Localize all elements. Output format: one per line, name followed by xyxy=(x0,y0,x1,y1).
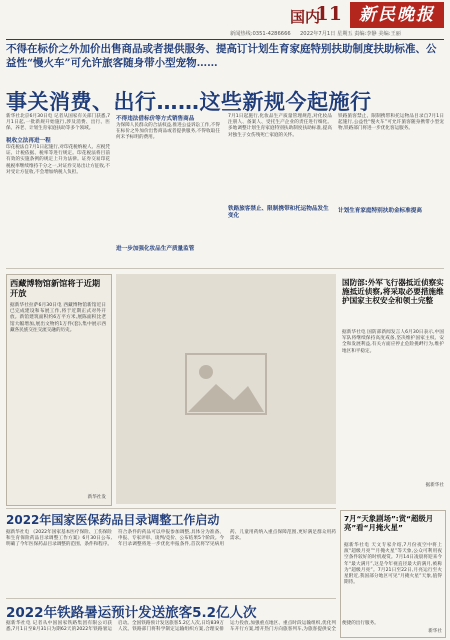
medicine-text: 据新华社电 《2022年国家基本医疗保险、工伤保险和生育保险药品目录调整工作方案》6月30日公布,明确了今年医保药品目录调整的范围、条件和程序。符合条件的药品可以申报参加调整,具体分为准备、申报、专家评审、谈判/竞价、公布结果5个阶段。今年目录调整将进一步优化申报条件,首次将罕见病用药、儿童用药纳入重点保障范围,更好满足群众用药需求。 xyxy=(6,530,336,548)
astronomy-text: 据新华社电 天文专家介绍,7月份夜空中将上演“超级月亮”“月掩火星”等天象,公众可利用夜空条件较好的时机观赏。7月14日凌晨将迎来今年“最大满月”,这是今年视直径最大的满月,被称为“超级月亮”。7月21日至22日,月亮运行至火星附近,我国部分地区可见“月掩火星”天象,值得期待。 xyxy=(344,543,442,586)
section-divider xyxy=(6,268,444,269)
section-divider-3 xyxy=(6,598,336,599)
medicine-headline: 2022年国家医保药品目录调整工作启动 xyxy=(6,513,220,527)
astronomy-credit: 新华社 xyxy=(428,629,442,634)
lead-col4-text: 铁路旅客禁止、限制携带和托运物品目录自7月1日起施行,公益性“慢火车”可允许旅客随身携带小型宠物,铁路部门将进一步优化客运服务。 xyxy=(338,114,444,132)
page-number: 11 xyxy=(315,3,342,25)
lead-col4-subhead: 计划生育家庭特别扶助金标准提高 xyxy=(338,208,422,214)
lead-col2-subhead-2: 进一步加强化妆品生产质量监管 xyxy=(116,246,195,252)
section-name: 国内 xyxy=(289,8,320,26)
defense-title: 国防部:外军飞行器抵近侦察实施抵近侦察,将采取必要措施维护国家主权安全和领土完整 xyxy=(342,278,444,306)
lead-col1-text: 印花税法自7月1日起施行,对印花税纳税人、应税凭证、计税依据、税率等进行规定。印花税法将目前有效的实施条例的规定上升为法律。证券交易印花税税率继续维持千分之一,对证券交易出让方征收,不对受让方征收,不会增加纳税人负担。 xyxy=(6,145,110,175)
lead-headline: 事关消费、出行……这些新规今起施行 xyxy=(6,90,372,114)
defense-credit: 据新华社 xyxy=(425,483,444,488)
masthead-divider xyxy=(6,39,444,40)
railway-text: 据新华社电 记者从中国国家铁路集团有限公司获悉,7月1日至8月31日为期62天的2022年铁路暑运启动。全国铁路预计发送旅客5.2亿人次,日均839万人次。铁路部门将科学制定运输组织方案,合理安排运力投放,加强重点地区、重点时段运输组织,优化列车开行方案,增开热门方向旅客列车,为旅客提供安全 xyxy=(6,621,336,633)
section-divider-2 xyxy=(6,508,336,509)
news-hotline: 新闻热线:0351-4286666 xyxy=(230,31,291,37)
astronomy-title: 7月“天象剧场”:赏“超级月亮”看“月掩火星” xyxy=(344,514,434,533)
lead-col3-text: 7月1日起施行,化妆品生产质量管理规范,对化妆品注册人、备案人、受托生产企业的责任进行细化。多地调整计划生育家庭特别扶助制度扶助标准,提高对独生子女伤残死亡家庭的关怀。 xyxy=(228,114,332,138)
lead-deck: 不得在标价之外加价出售商品或者提供服务、提高订计划生育家庭特别扶助制度扶助标准、公益性“慢火车”可允许旅客随身带小型宠物…… xyxy=(6,43,437,69)
dateline: 2022年7月1日 星期五 责编:李静 美编:王丽 xyxy=(300,31,401,37)
lead-col1-subhead: 税收立法再进一程 xyxy=(6,138,51,144)
newspaper-logo: 新民晚报 xyxy=(350,2,444,28)
lead-col2-text: 为保障人民群众的合法权益,推进公益诉讼工作,不得在标价之外加价出售商品或者提供服务,不得收取任何未予标明的费用。 xyxy=(116,123,220,141)
tibet-museum-text: 据新华社拉萨6月30日电 西藏博物馆新馆近日已完成建设和布展工作,将于近期正式对外开放。新馆建筑面积约6万平方米,展陈面积比老馆大幅增加,展出文物约1万件(套),集中展示西藏各民族交往交流交融的历史。 xyxy=(10,303,106,333)
railway-headline: 2022年铁路暑运预计发送旅客5.2亿人次 xyxy=(6,605,257,621)
defense-text: 据新华社电 国防部新闻发言人6月30日表示,中国军队将继续保持高度戒备,坚决维护国家主权、安全和发展利益,有关方面应停止危险挑衅行为,维护地区和平稳定。 xyxy=(342,330,444,354)
tibet-museum-title: 西藏博物馆新馆将于近期开放 xyxy=(10,278,101,298)
lead-col2-subhead: 不得违法借标价等方式销售商品 xyxy=(116,116,195,122)
lead-col3-subhead: 铁路旅客禁止、限制携带和托运物品发生变化 xyxy=(228,206,329,219)
tibet-museum-credit: 新华社发 xyxy=(87,495,106,500)
lead-col1-intro: 新华社北京6月30日电 记者从国家有关部门获悉,7月1日起,一批新规开始施行,涉及消费、出行、医保、养老、计划生育家庭扶助等多个领域。 xyxy=(6,114,110,132)
photo-placeholder-icon xyxy=(116,274,336,504)
photo-area xyxy=(116,274,336,504)
